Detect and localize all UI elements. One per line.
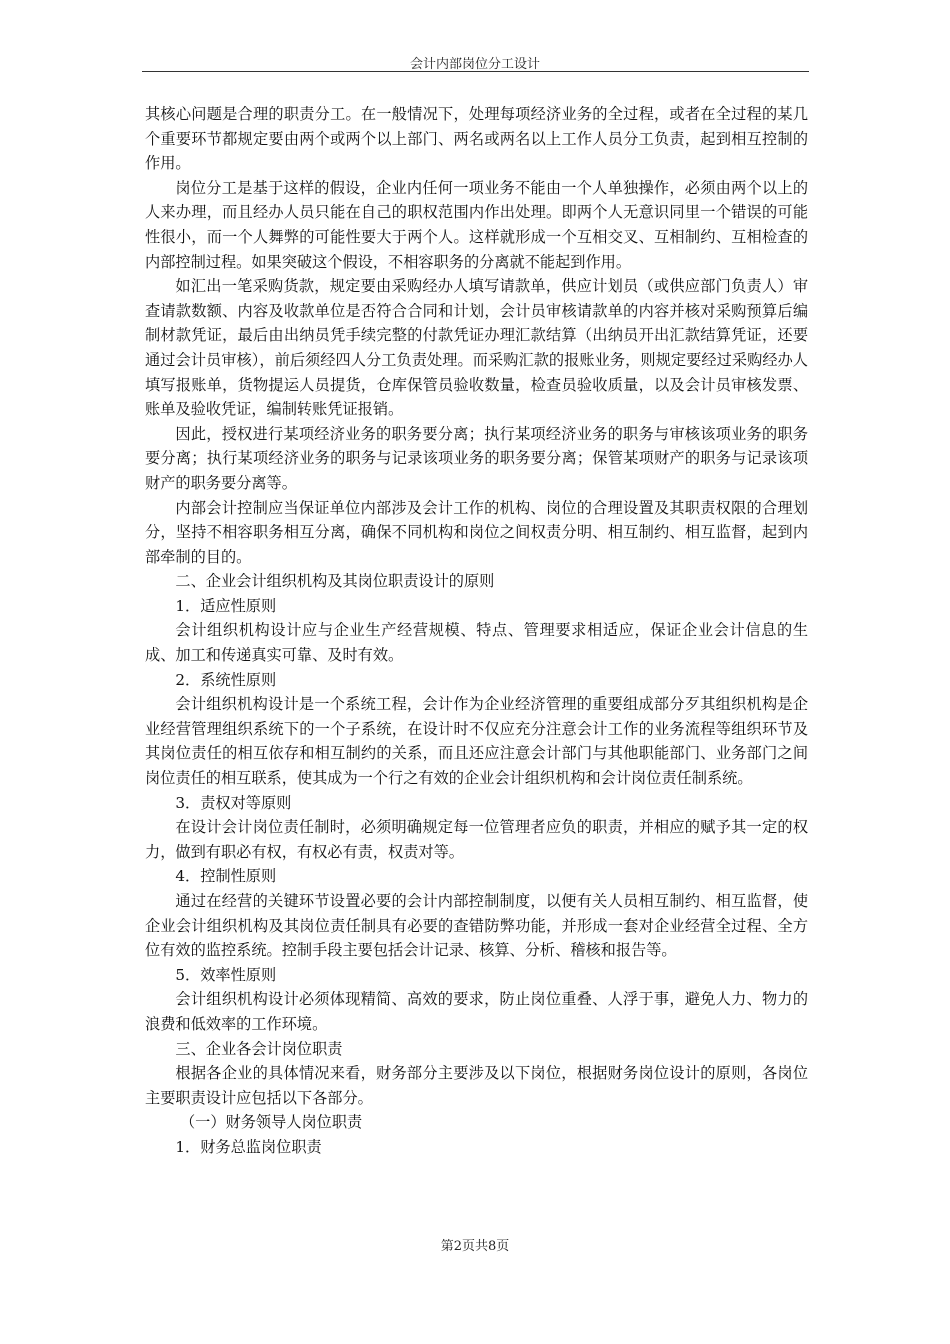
subsection-heading: 1．适应性原则 — [175, 596, 277, 615]
paragraph: 内部会计控制应当保证单位内部涉及会计工作的机构、岗位的合理设置及其职责权限的合理划分，坚持不相容职务相互分离，确保不同机构和岗位之间权责分明、相互制约、相互监督，起到内部牵制的目的。 — [145, 498, 808, 566]
paragraph: 会计组织机构设计必须体现精简、高效的要求，防止岗位重叠、人浮于事，避免人力、物力的浪费和低效率的工作环境。 — [145, 990, 808, 1033]
paragraph: 其核心问题是合理的职责分工。在一般情况下，处理每项经济业务的全过程，或者在全过程的某几个重要环节都规定要由两个或两个以上部门、两名或两名以上工作人员分工负责，起到相互控制的作用。 — [145, 105, 808, 173]
paragraph: 通过在经营的关键环节设置必要的会计内部控制制度，以便有关人员相互制约、相互监督，使企业会计组织机构及其岗位责任制具有必要的查错防弊功能，并形成一套对企业经营全过程、全方位有效的监控系统。控制手段主要包括会计记录、核算、分析、稽核和报告等。 — [145, 892, 808, 960]
subsection-heading: 1．财务总监岗位职责 — [175, 1137, 322, 1156]
subsection-heading: 4．控制性原则 — [175, 867, 277, 886]
subsection-heading: （一）财务领导人岗位职责 — [179, 1113, 363, 1132]
subsection-heading: 3．责权对等原则 — [175, 793, 292, 812]
paragraph: 岗位分工是基于这样的假设，企业内任何一项业务不能由一个人单独操作，必须由两个以上的人来办理，而且经办人员只能在自己的职权范围内作出处理。即两个人无意识同里一个错误的可能性很小，而一个人舞弊的可能性要大于两个人。这样就形成一个互相交叉、互相制约、互相检查的内部控制过程。如果突破这个假设，不相容职务的分离就不能起到作用。 — [145, 178, 808, 271]
section-heading: 三、企业各会计岗位职责 — [175, 1039, 343, 1058]
paragraph: 因此，授权进行某项经济业务的职务要分离；执行某项经济业务的职务与审核该项业务的职务要分离；执行某项经济业务的职务与记录该项业务的职务要分离；保管某项财产的职务与记录该项财产的职务要分离等。 — [145, 424, 808, 492]
paragraph: 会计组织机构设计是一个系统工程，会计作为企业经济管理的重要组成部分歹其组织机构是企业经营管理组织系统下的一个子系统，在设计时不仅应充分注意会计工作的业务流程等组织环节及其岗位责任的相互依存和相互制约的关系，而且还应注意会计部门与其他职能部门、业务部门之间岗位责任的相互联系，使其成为一个行之有效的企业会计组织机构和会计岗位责任制系统。 — [145, 695, 808, 788]
paragraph: 如汇出一笔采购货款，规定要由采购经办人填写请款单，供应计划员（或供应部门负责人）审查请款数额、内容及收款单位是否符合合同和计划，会计员审核请款单的内容并核对采购预算后编制材款凭证，最后由出纳员凭手续完整的付款凭证办理汇款结算（出纳员开出汇款结算凭证，还要通过会计员审核），前后须经四人分工负责处理。而采购汇款的报账业务，则规定要经过采购经办人填写报账单，货物提运人员提货，仓库保管员验收数量，检查员验收质量，以及会计员审核发票、账单及验收凭证，编制转账凭证报销。 — [145, 277, 808, 419]
subsection-heading: 2．系统性原则 — [175, 670, 277, 689]
page-number: 第2页共8页 — [440, 1239, 510, 1254]
page-header-title: 会计内部岗位分工设计 — [409, 57, 540, 72]
section-heading: 二、企业会计组织机构及其岗位职责设计的原则 — [175, 572, 495, 591]
paragraph: 在设计会计岗位责任制时，必须明确规定每一位管理者应负的职责，并相应的赋予其一定的权力，做到有职必有权，有权必有责，权责对等。 — [145, 818, 808, 861]
subsection-heading: 5．效率性原则 — [175, 965, 277, 984]
document-body — [145, 102, 808, 1160]
paragraph: 会计组织机构设计应与企业生产经营规模、特点、管理要求相适应，保证企业会计信息的生成、加工和传递真实可靠、及时有效。 — [145, 621, 808, 665]
header-divider — [142, 71, 809, 72]
paragraph: 根据各企业的具体情况来看，财务部分主要涉及以下岗位，根据财务岗位设计的原则，各岗位主要职责设计应包括以下各部分。 — [145, 1064, 808, 1107]
